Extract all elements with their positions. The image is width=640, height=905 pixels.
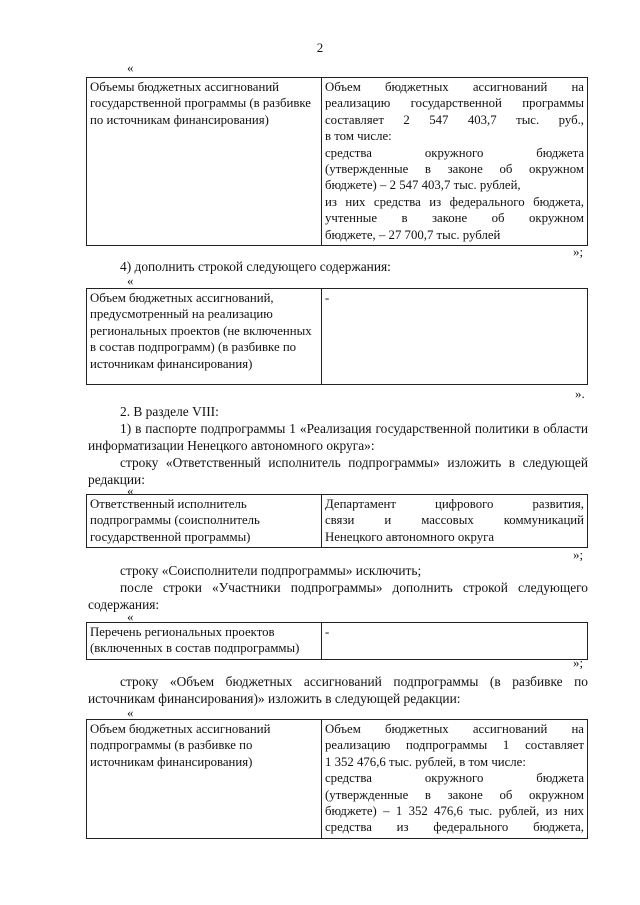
paragraph-responsible: строку «Ответственный исполнитель подпрограммы» изложить в следующей редакции: — [88, 455, 588, 487]
table-regional-projects-budget — [86, 288, 588, 385]
text-line: Департамент цифрового развития, — [325, 497, 584, 511]
close-quote: »; — [573, 547, 584, 562]
table-responsible-executor — [86, 494, 588, 548]
text-line: из них средства из федерального бюджета, — [325, 194, 584, 209]
close-quote: »; — [573, 655, 584, 670]
table-subprogram-budget — [86, 719, 588, 839]
open-quote: « — [127, 273, 134, 288]
paragraph-participants: после строки «Участники подпрограммы» дополнить строкой следующего содержания: — [88, 580, 588, 612]
text-line: учтенные в законе об окружном — [325, 211, 584, 226]
open-quote: « — [127, 60, 134, 75]
table-cell-value — [322, 495, 588, 548]
table-cell-value: - — [322, 623, 588, 660]
close-quote: ». — [575, 386, 585, 401]
text-line: Ненецкого автономного округа — [325, 529, 495, 544]
paragraph-item-4: 4) дополнить строкой следующего содержания: — [120, 259, 391, 274]
text-line: средства из федерального бюджета, — [325, 820, 584, 835]
text-line: (утвержденные в законе об окружном — [325, 787, 584, 802]
text-line: бюджете) – 2 547 403,7 тыс. рублей, — [325, 178, 521, 193]
text-line: средства окружного бюджета — [325, 771, 584, 786]
page-number: 2 — [316, 40, 324, 55]
open-quote: « — [127, 705, 134, 720]
text-line: Объем бюджетных ассигнований на — [325, 80, 584, 94]
table-cell-value — [322, 78, 588, 246]
table-program-budget — [86, 77, 588, 246]
paragraph-coexecutors: строку «Соисполнители подпрограммы» исключить; — [120, 563, 422, 578]
text-line: Объем бюджетных ассигнований на — [325, 722, 584, 736]
text-line: составляет 2 547 403,7 тыс. руб., — [325, 112, 584, 127]
table-regional-projects-list — [86, 622, 588, 660]
table-cell-value — [322, 720, 588, 839]
open-quote: « — [127, 483, 134, 498]
table-cell-value: - — [322, 289, 588, 385]
table-cell-label: Ответственный исполнитель подпрограммы (соисполнитель государственной программы) — [87, 495, 322, 548]
table-cell-label: Объем бюджетных ассигнований подпрограммы (в разбивке по источникам финансирования) — [87, 720, 322, 839]
paragraph-passport: 1) в паспорте подпрограммы 1 «Реализация государственной политики в области информатизации Ненецкого автономного округа»: — [88, 421, 588, 453]
section-heading: 2. В разделе VIII: — [120, 404, 219, 419]
paragraph-subprogram-budget: строку «Объем бюджетных ассигнований подпрограммы (в разбивке по источникам финансирования)» изложить в следующей редакции: — [88, 674, 588, 706]
text-line: (утвержденные в законе об окружном — [325, 162, 584, 177]
text-line: бюджете) – 1 352 476,6 тыс. рублей, из них — [325, 804, 584, 819]
table-cell-label: Перечень региональных проектов (включенных в состав подпрограммы) — [87, 623, 322, 660]
text-line: в том числе: — [325, 129, 392, 144]
text-line: средства окружного бюджета — [325, 145, 584, 160]
open-quote: « — [127, 609, 134, 624]
text-line: реализацию подпрограммы 1 составляет — [325, 738, 584, 753]
text-line: связи и массовых коммуникаций — [325, 513, 584, 528]
text-line: бюджете, – 27 700,7 тыс. рублей — [325, 227, 501, 242]
close-quote: »; — [573, 244, 584, 259]
table-cell-label: Объемы бюджетных ассигнований государственной программы (в разбивке по источникам финансирования) — [87, 78, 322, 246]
table-cell-label: Объем бюджетных ассигнований, предусмотренный на реализацию региональных проектов (не включенных в состав подпрограмм) (в разбивке по источникам финансирования) — [87, 289, 322, 385]
text-line: 1 352 476,6 тыс. рублей, в том числе: — [325, 754, 526, 769]
text-line: реализацию государственной программы — [325, 96, 584, 111]
